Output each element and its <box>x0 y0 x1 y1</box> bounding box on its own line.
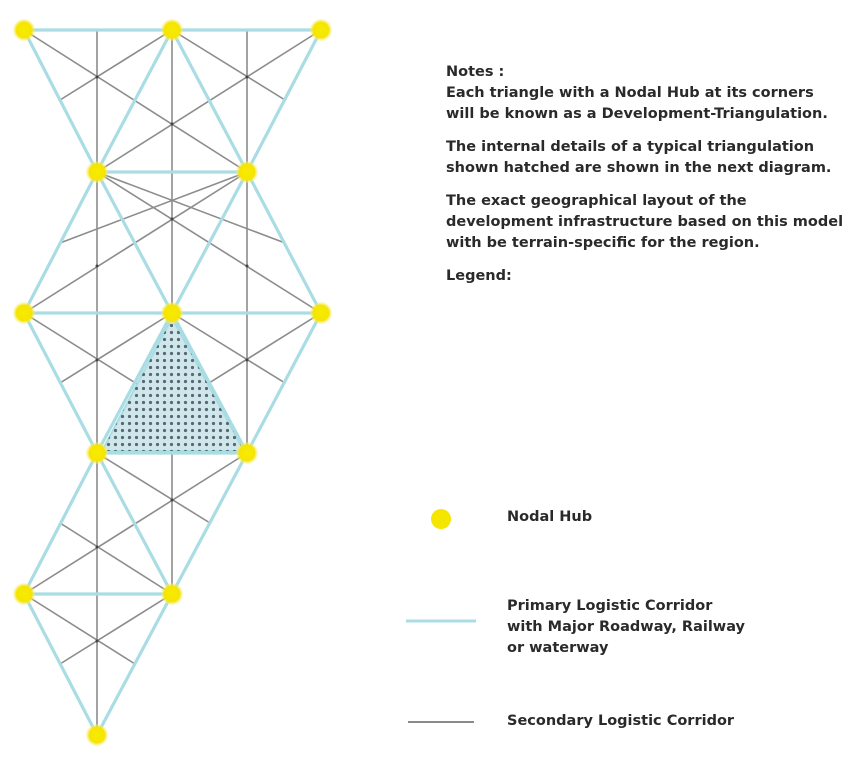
nodal-hub <box>236 442 258 464</box>
primary-corridor-line-2: with Major Roadway, Railway <box>507 619 745 635</box>
note-paragraph-2: The internal details of a typical triangulation shown hatched are shown in the next diagram. <box>446 139 832 176</box>
nodal-hub <box>161 583 183 605</box>
notes-panel <box>446 62 846 299</box>
primary-corridor-legend-line <box>404 617 478 625</box>
nodal-hub <box>86 442 108 464</box>
secondary-corridor-legend-line <box>404 718 478 726</box>
nodal-hub <box>86 161 108 183</box>
nodal-hub <box>86 724 108 746</box>
notes-heading: Notes : <box>446 64 505 80</box>
development-triangulation-diagram <box>0 0 360 773</box>
legend-nodal-hub-label: Nodal Hub <box>507 509 593 525</box>
legend-secondary-corridor-label: Secondary Logistic Corridor <box>507 713 735 729</box>
nodal-hub <box>236 161 258 183</box>
nodal-hub <box>13 19 35 41</box>
nodal-hub <box>310 19 332 41</box>
nodal-hub <box>13 583 35 605</box>
note-paragraph-1: Each triangle with a Nodal Hub at its corners will be known as a Development-Triangulation. <box>446 85 828 122</box>
note-paragraph-3: The exact geographical layout of the development infrastructure based on this model with be terrain-specific for the region. <box>446 193 844 251</box>
primary-corridor-line-1: Primary Logistic Corridor <box>507 598 713 614</box>
legend-primary-corridor-label <box>507 596 745 659</box>
nodal-hub <box>13 302 35 324</box>
primary-corridor-line-3: or waterway <box>507 640 609 656</box>
nodal-hub <box>161 19 183 41</box>
nodal-hub-legend-icon <box>429 507 453 531</box>
legend-heading: Legend: <box>446 268 512 284</box>
nodal-hub <box>161 302 183 324</box>
nodal-hub <box>310 302 332 324</box>
